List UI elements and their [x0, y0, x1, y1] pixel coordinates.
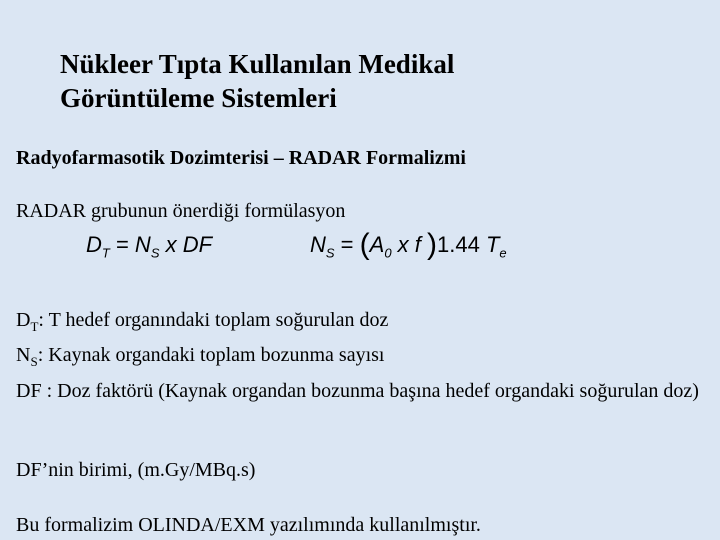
formula-n-subscript: S — [150, 245, 160, 261]
decay-formula — [310, 230, 507, 268]
formula2-n-subscript: S — [325, 245, 335, 261]
title-line-1: Nükleer Tıpta Kullanılan Medikal — [60, 49, 455, 79]
definition-ns-text: : Kaynak organdaki toplam bozunma sayısı — [37, 344, 385, 366]
definition-ns — [16, 342, 384, 375]
definition-df-text: DF : Doz faktörü (Kaynak organdan bozunma başına hedef organdaki soğurulan doz) — [16, 380, 699, 402]
formula2-right-paren: ) — [427, 228, 438, 261]
definition-dt-text: : T hedef organındaki toplam soğurulan doz — [38, 309, 389, 331]
software-note: Bu formalizim OLINDA/EXM yazılımında kullanılmıştır. — [16, 514, 481, 536]
definition-dt-subscript: T — [30, 319, 39, 334]
formula-dose-subscript: T — [101, 245, 110, 261]
formula2-t-symbol: T — [485, 232, 500, 257]
formula-n-symbol: N — [134, 232, 151, 257]
formula2-left-paren: ( — [359, 228, 370, 261]
definition-dt-symbol: D — [16, 309, 31, 331]
formula2-a-symbol: A — [369, 232, 385, 257]
definition-df — [16, 378, 706, 404]
formula-dose-symbol: D — [86, 232, 102, 257]
formula2-f-term: x f — [391, 232, 428, 257]
definition-dt — [16, 307, 388, 340]
formula2-n-symbol: N — [310, 232, 326, 257]
definition-ns-symbol: N — [16, 344, 31, 366]
intro-text: RADAR grubunun önerdiği formülasyon — [16, 200, 346, 222]
formula-df-term: x DF — [159, 232, 213, 257]
formula2-a-subscript: 0 — [384, 245, 392, 261]
slide-title — [60, 47, 660, 115]
formula2-equals: = — [334, 232, 360, 257]
df-unit-text: DF’nin birimi, (m.Gy/MBq.s) — [16, 459, 256, 481]
section-subtitle: Radyofarmasotik Dozimterisi – RADAR Formalizmi — [16, 147, 466, 169]
dose-formula — [86, 230, 212, 268]
formula2-t-subscript: e — [499, 245, 507, 261]
formula2-coefficient: 1.44 — [437, 232, 486, 257]
title-line-2: Görüntüleme Sistemleri — [60, 83, 337, 113]
formula-equals: = — [109, 232, 135, 257]
definition-ns-subscript: S — [30, 354, 38, 369]
